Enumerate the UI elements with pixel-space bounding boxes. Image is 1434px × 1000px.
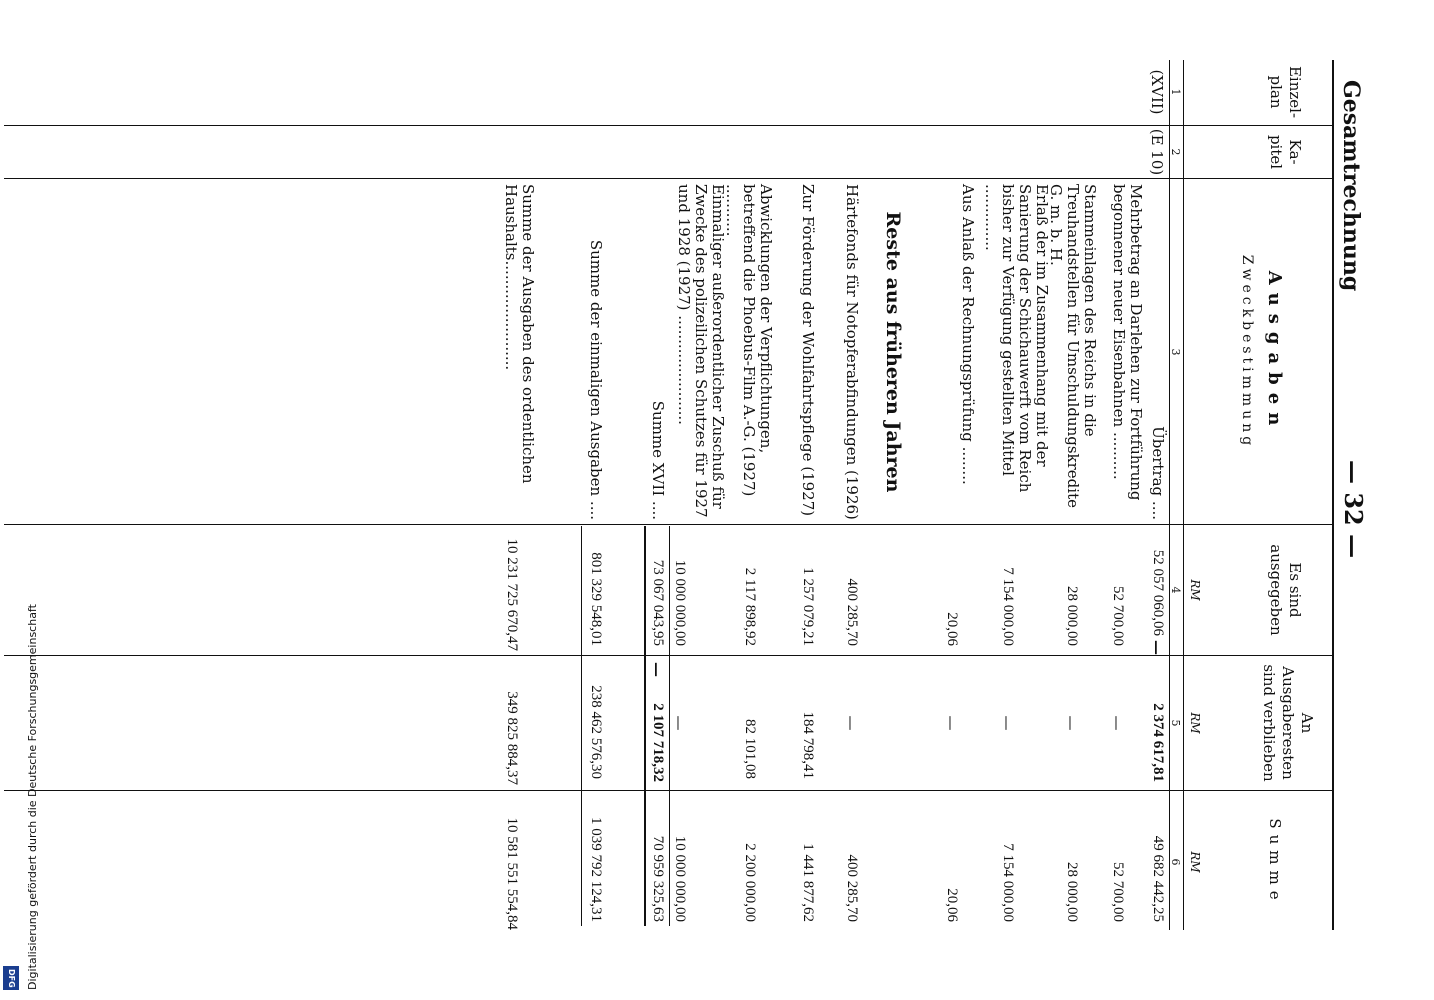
- row-amount-c4: 52 057 060,06: [1150, 549, 1166, 636]
- row-amount-c6: 400 285,70: [844, 854, 860, 922]
- col1-number: 1: [1169, 88, 1182, 96]
- col-divider: [4, 125, 1334, 126]
- row-plan: (XVII): [1148, 69, 1166, 115]
- col6-header: Summe: [1266, 818, 1284, 906]
- page-number: — 32 —: [1339, 460, 1368, 559]
- row-amount-c6: 28 000,00: [1064, 862, 1080, 922]
- row-amount-c6: 70 959 325,63: [650, 835, 666, 922]
- col5-unit: RM: [1188, 712, 1202, 734]
- total-rule: [581, 526, 582, 926]
- row-amount-c4: 7 154 000,00: [1000, 567, 1016, 646]
- col4-number: 4: [1169, 586, 1182, 594]
- subtotal-rule: [644, 526, 646, 926]
- row-amount-c5: 2 374 617,81: [1150, 703, 1166, 782]
- row-label: Summe der Ausgaben des ordentlichen Haushalts.......................: [502, 184, 537, 484]
- col6-number: 6: [1169, 858, 1182, 866]
- row-label: Stammeinlagen des Reichs in die Treuhandstellen für Umschuldungskredite G. m. b. H.: [1047, 184, 1099, 508]
- row-label: Einmaliger außerordentlicher Zuschuß für Zwecke des polizeilichen Schutzes für 1927 und 1928 (1927) .......................: [675, 184, 727, 518]
- row-amount-c6: 1 039 792 124,31: [588, 817, 604, 922]
- row-amount-c4: 801 329 548,01: [588, 552, 604, 646]
- col1-header: Einzel- plan: [1267, 65, 1304, 119]
- col5-number: 5: [1169, 719, 1182, 727]
- row-amount-c4: 400 285,70: [844, 578, 860, 646]
- subtotal-rule: [669, 526, 670, 926]
- header-bottom-rule: [1183, 60, 1184, 930]
- row-label: Abwicklungen der Verpflichtungen, betreffend die Phoebus-Film A.-G. (1927) ...........: [723, 184, 775, 497]
- row-amount-c4: 10 000 000,00: [672, 559, 688, 646]
- row-label: Übertrag ....: [1149, 426, 1167, 520]
- col3-header: Ausgaben: [1264, 270, 1285, 434]
- page-title: Gesamtrechnung: [1338, 80, 1364, 292]
- row-amount-c6: 49 682 442,25: [1150, 835, 1166, 922]
- section-title: Reste aus früheren Jahren: [882, 211, 904, 493]
- dfg-logo: DFG: [3, 966, 19, 990]
- table-top-rule: [1332, 60, 1334, 930]
- row-amount-c4: 28 000,00: [1064, 586, 1080, 646]
- row-label: Härtefonds für Notopferabfindungen (1926): [843, 184, 861, 520]
- row-amount-c4: 20,06: [944, 612, 960, 646]
- row-amount-c5: —: [1062, 715, 1080, 731]
- credit-text: Digitalisierung gefördert durch die Deutsche Forschungsgemeinschaft: [26, 604, 39, 990]
- row-label: Erlaß der im Zusammenhang mit der Sanierung der Schichauwerft vom Reich bisher zur Verfügung gestellten Mittel ..............: [982, 184, 1051, 493]
- col2-number: 2: [1169, 148, 1182, 156]
- row-amount-c5: —: [998, 715, 1016, 731]
- row-amount-c6: 10 000 000,00: [672, 835, 688, 922]
- col-divider: [4, 178, 1334, 179]
- row-amount-c5: —: [942, 715, 960, 731]
- row-amount-c4: 2 117 898,92: [742, 567, 758, 646]
- row-amount-c6: 20,06: [944, 888, 960, 922]
- row-c5-prefix: —: [648, 662, 666, 677]
- row-amount-c5: —: [670, 715, 688, 731]
- row-amount-c5: 238 462 576,30: [588, 685, 604, 779]
- row-amount-c5: —: [842, 715, 860, 731]
- col-divider: [4, 524, 1334, 525]
- credit-strip: [0, 0, 39, 1000]
- row-amount-c5: 349 825 884,37: [504, 691, 520, 785]
- row-amount-c5: 82 101,08: [742, 719, 758, 779]
- col2-header: Ka- pitel: [1267, 134, 1304, 170]
- row-amount-c6: 10 581 551 554,84: [504, 817, 520, 930]
- col3-subheader: Zweckbestimmung: [1239, 254, 1255, 450]
- row-amount-c6: 1 441 877,62: [800, 843, 816, 922]
- row-label: Aus Anlaß der Rechnungsprüfung ........: [959, 184, 977, 485]
- row-amount-c6: 2 200 000,00: [742, 843, 758, 922]
- row-amount-c4: 1 257 079,21: [800, 567, 816, 646]
- sum-label: Summe der einmaligen Ausgaben ....: [587, 239, 605, 520]
- row-label: Mehrbetrag an Darlehen zur Fortführung begonnener neuer Eisenbahnen ..........: [1110, 184, 1145, 501]
- row-amount-c4: 52 700,00: [1110, 586, 1126, 646]
- sum-label: Summe XVII ....: [649, 400, 667, 520]
- row-amount-c5: —: [1108, 715, 1126, 731]
- row-amount-c6: 52 700,00: [1110, 862, 1126, 922]
- row-c4-suffix: —: [1148, 640, 1166, 655]
- row-label: Zur Förderung der Wohlfahrtspflege (1927): [799, 184, 817, 517]
- col4-unit: RM: [1188, 579, 1202, 601]
- col6-unit: RM: [1188, 851, 1202, 873]
- row-kapitel: (E 10): [1148, 128, 1166, 176]
- row-amount-c5: 2 107 718,32: [650, 703, 666, 782]
- col5-header: An Ausgaberesten sind verblieben: [1260, 664, 1316, 782]
- col3-number: 3: [1169, 348, 1182, 356]
- row-amount-c4: 10 231 725 670,47: [504, 538, 520, 651]
- row-amount-c5: 184 798,41: [800, 711, 816, 779]
- row-amount-c6: 7 154 000,00: [1000, 843, 1016, 922]
- row-amount-c4: 73 067 043,95: [650, 559, 666, 646]
- col4-header: Es sind ausgegeben: [1267, 544, 1304, 636]
